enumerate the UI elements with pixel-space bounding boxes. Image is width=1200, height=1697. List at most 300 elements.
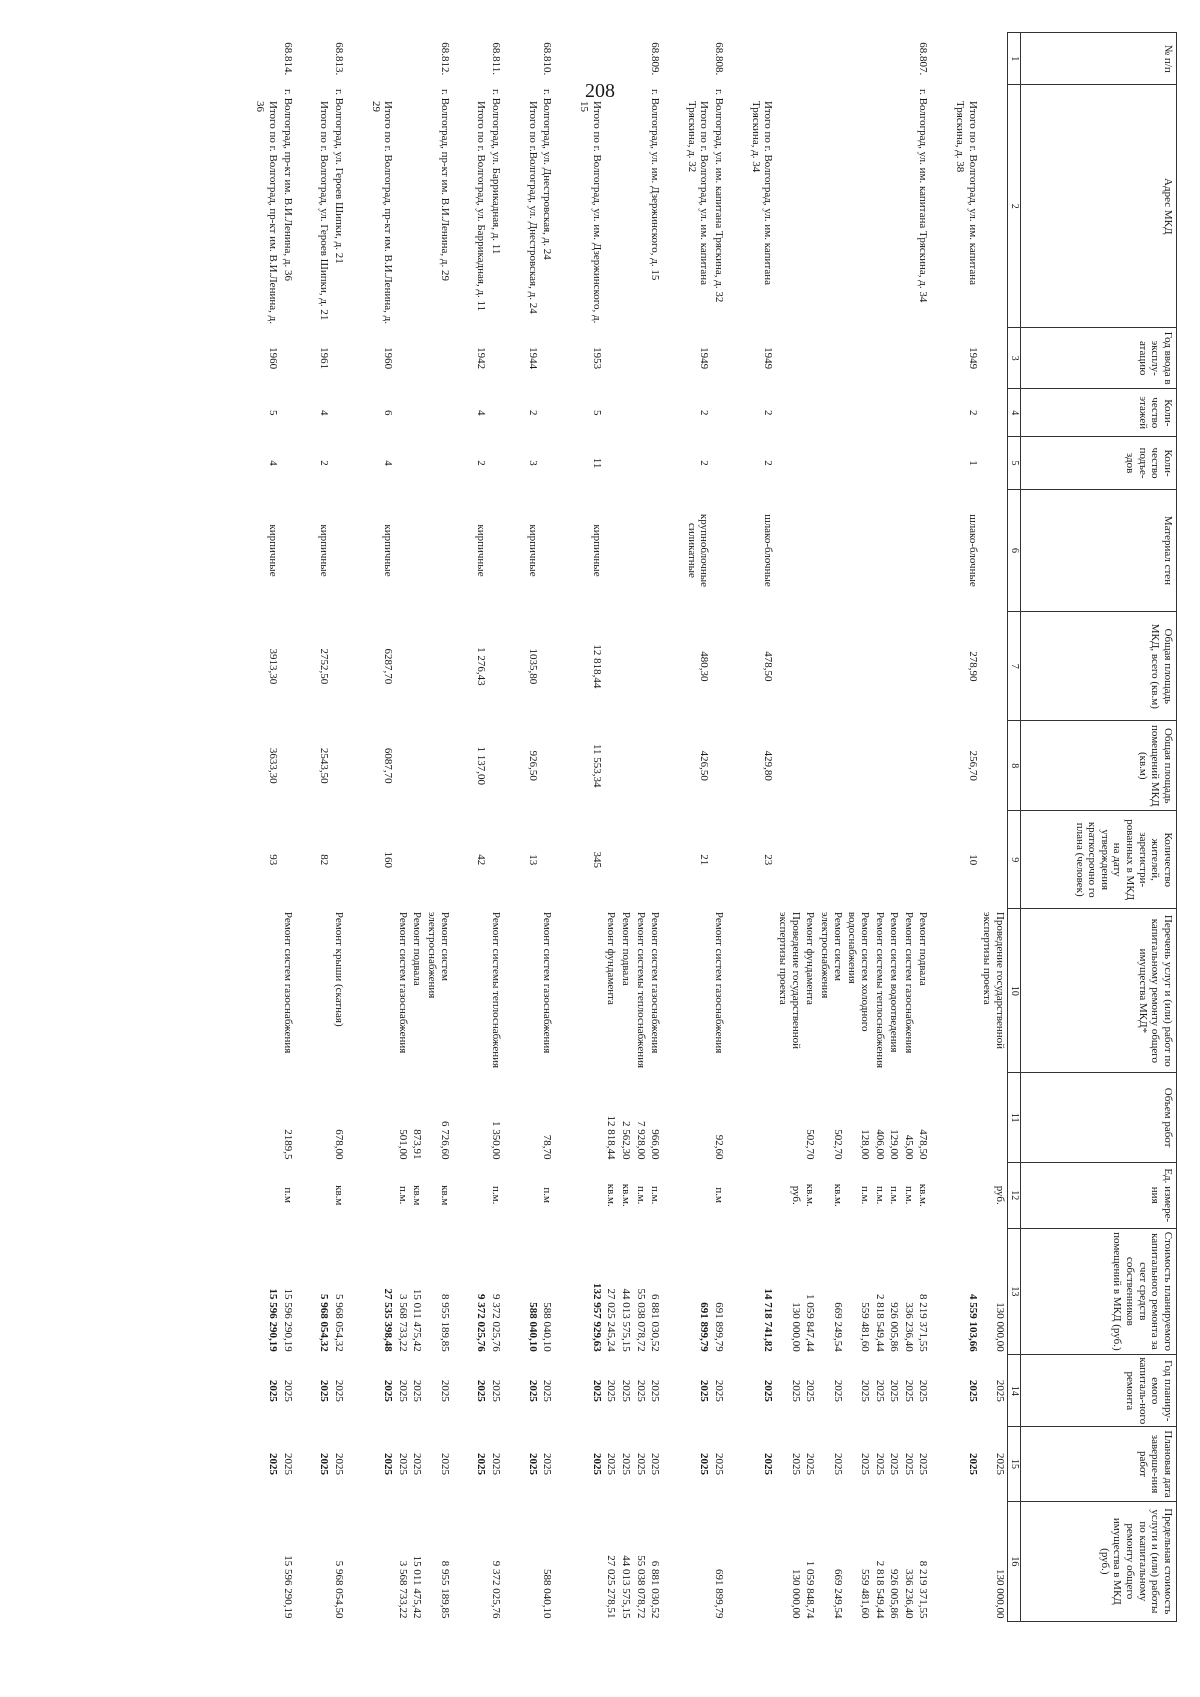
work-volume-cell: 129,00 xyxy=(888,1129,901,1160)
unit-cell: п.м xyxy=(713,1187,726,1204)
year-built-cell xyxy=(901,328,916,389)
planned-cost-cell: 5 968 054,32 xyxy=(332,1294,345,1352)
spacer-cell xyxy=(346,33,357,1622)
entrances-cell: 11 xyxy=(590,457,603,469)
planned-cost-cell: 5 968 054,32 xyxy=(318,1294,331,1352)
premises-area-cell xyxy=(618,721,633,811)
planned-cost-cell: 9 372 025,76 xyxy=(475,1294,488,1352)
planned-cost-cell: 4 559 103,66 xyxy=(966,1294,979,1352)
address-cell: Итого по г. Волгоград, ул. им. капитана Тряскина, д. 38 xyxy=(954,100,979,285)
year-built-cell xyxy=(845,328,872,389)
table-row xyxy=(872,33,887,1622)
completion-date-cell: 2025 xyxy=(762,1453,775,1476)
unit-cell: кв.м. xyxy=(605,1183,618,1207)
row-number-cell xyxy=(576,33,603,85)
address-cell: Итого по г. Волгоград, ул. Баррикадная, д. 11 xyxy=(475,100,488,312)
planned-cost-cell: 15 011 475,42 xyxy=(411,1288,424,1352)
residents-cell: 23 xyxy=(762,854,775,866)
address-cell: Итого по г. Волгоград, пр-кт им. В.И.Ленина, д. 36 xyxy=(254,100,280,324)
header-cell: Материал стен xyxy=(1021,489,1177,611)
completion-date-cell: 2025 xyxy=(541,1453,554,1476)
limit-cost-cell: 130 000,00 xyxy=(789,1569,802,1619)
work-volume-cell xyxy=(525,1073,540,1163)
residents-cell xyxy=(711,811,726,909)
total-row xyxy=(952,33,979,1622)
total-area-cell xyxy=(280,612,295,721)
work-volume-cell: 2 562,30 xyxy=(619,1120,632,1160)
floors-cell xyxy=(901,389,916,437)
limit-cost-cell: 588 040,10 xyxy=(541,1569,554,1619)
work-type-cell: Ремонт системы теплоснабжения xyxy=(490,911,503,1069)
wall-material-cell: кирпичные xyxy=(267,524,280,577)
row-number-cell xyxy=(901,33,916,85)
row-number-cell: 68.808. xyxy=(713,42,726,76)
wall-material-cell xyxy=(604,489,619,611)
unit-cell: кв.м xyxy=(411,1185,424,1206)
row-number-cell xyxy=(633,33,648,85)
premises-area-cell xyxy=(280,721,295,811)
limit-cost-cell xyxy=(368,1501,395,1621)
column-number: 3 xyxy=(1008,328,1021,389)
floors-cell xyxy=(648,389,663,437)
entrances-cell xyxy=(331,437,346,489)
row-number-cell xyxy=(604,33,619,85)
planned-year-cell: 2025 xyxy=(590,1379,603,1402)
planned-year-cell: 2025 xyxy=(605,1379,618,1402)
address-cell: г. Волгоград, пр-кт им. В.И.Ленина, д. 36 xyxy=(281,88,294,281)
limit-cost-cell xyxy=(952,1501,979,1621)
planned-year-cell: 2025 xyxy=(994,1379,1006,1402)
work-volume-cell: 45,00 xyxy=(902,1134,915,1160)
table-row xyxy=(410,33,425,1622)
total-area-cell xyxy=(817,612,844,721)
column-number: 5 xyxy=(1008,437,1021,489)
premises-area-cell xyxy=(410,721,425,811)
premises-area-cell xyxy=(817,721,844,811)
premises-area-cell xyxy=(648,721,663,811)
floors-cell xyxy=(395,389,410,437)
year-built-cell xyxy=(280,328,295,389)
total-area-cell xyxy=(395,612,410,721)
address-cell xyxy=(395,85,410,328)
entrances-cell xyxy=(901,437,916,489)
planned-year-cell: 2025 xyxy=(902,1379,915,1402)
spacer-cell xyxy=(452,33,463,1622)
work-volume-cell xyxy=(980,1073,1008,1163)
limit-cost-cell: 130 000,00 xyxy=(994,1569,1006,1619)
unit-cell xyxy=(253,1162,280,1228)
work-type-cell: Ремонт фундамента xyxy=(605,911,618,1005)
floors-cell xyxy=(410,389,425,437)
column-number: 7 xyxy=(1008,612,1021,721)
page-number: 208 xyxy=(585,80,615,102)
planned-cost-cell: 130 000,00 xyxy=(789,1302,802,1352)
column-number: 1 xyxy=(1008,33,1021,85)
planned-cost-cell: 9 372 025,76 xyxy=(490,1294,503,1352)
unit-cell: кв.м. xyxy=(804,1183,817,1207)
planned-year-cell: 2025 xyxy=(267,1379,280,1402)
completion-date-cell: 2025 xyxy=(396,1453,409,1476)
row-number-cell xyxy=(845,33,872,85)
residents-cell: 160 xyxy=(382,851,395,868)
floors-cell: 6 xyxy=(382,410,395,416)
planned-year-cell: 2025 xyxy=(789,1379,802,1402)
wall-material-cell: шлако-блочные xyxy=(966,514,979,587)
floors-cell xyxy=(803,389,818,437)
work-type-cell: Ремонт систем электроснабжения xyxy=(818,911,844,999)
total-area-cell xyxy=(540,612,555,721)
table-row xyxy=(618,33,633,1622)
unit-cell: кв.м. xyxy=(619,1183,632,1207)
floors-cell xyxy=(916,389,931,437)
wall-material-cell xyxy=(901,489,916,611)
header-row xyxy=(1021,33,1177,1622)
entrances-cell xyxy=(872,437,887,489)
work-type-cell xyxy=(576,909,603,1073)
residents-cell xyxy=(817,811,844,909)
floors-cell xyxy=(980,389,1008,437)
total-area-cell xyxy=(887,612,902,721)
work-type-cell: Ремонт систем электроснабжения xyxy=(426,911,451,999)
floors-cell xyxy=(540,389,555,437)
residents-cell: 345 xyxy=(590,851,603,868)
address-cell: г. Волгоград, ул. Героев Шипки, д. 21 xyxy=(332,88,345,264)
entrances-cell xyxy=(817,437,844,489)
premises-area-cell xyxy=(845,721,872,811)
planned-cost-cell: 669 249,54 xyxy=(831,1302,844,1352)
limit-cost-cell: 2 818 549,44 xyxy=(873,1560,886,1619)
planned-cost-cell: 132 957 929,63 xyxy=(590,1283,603,1352)
wall-material-cell: кирпичные xyxy=(318,524,331,577)
row-number-cell: 68.812. xyxy=(438,42,451,76)
total-area-cell: 1035,80 xyxy=(526,648,539,685)
year-built-cell xyxy=(604,328,619,389)
floors-cell xyxy=(633,389,648,437)
spacer-row xyxy=(242,33,253,1622)
wall-material-cell xyxy=(887,489,902,611)
wall-material-cell xyxy=(540,489,555,611)
limit-cost-cell xyxy=(684,1501,711,1621)
total-area-cell xyxy=(901,612,916,721)
address-cell xyxy=(775,85,802,328)
work-type-cell xyxy=(684,909,711,1073)
work-volume-cell: 873,91 xyxy=(411,1129,424,1160)
address-cell xyxy=(633,85,648,328)
premises-area-cell xyxy=(711,721,726,811)
wall-material-cell xyxy=(488,489,503,611)
entrances-cell xyxy=(633,437,648,489)
completion-date-cell: 2025 xyxy=(994,1453,1006,1476)
planned-year-cell: 2025 xyxy=(762,1379,775,1402)
row-number-cell xyxy=(253,33,280,85)
planned-year-cell: 2025 xyxy=(713,1379,726,1402)
spacer-cell xyxy=(930,33,941,1622)
work-type-cell xyxy=(525,909,540,1073)
table-row xyxy=(331,33,346,1622)
work-type-cell: Ремонт подвала xyxy=(917,911,930,986)
header-cell: Перечень услуг и (или) работ по капитальному ремонту общего имущества МКД* xyxy=(1021,909,1177,1073)
planned-year-cell: 2025 xyxy=(873,1379,886,1402)
residents-cell: 42 xyxy=(475,854,488,866)
year-built-cell xyxy=(425,328,452,389)
limit-cost-cell xyxy=(317,1501,332,1621)
spacer-row xyxy=(357,33,368,1622)
premises-area-cell: 426,50 xyxy=(698,750,711,781)
work-volume-cell xyxy=(474,1073,489,1163)
residents-cell: 21 xyxy=(698,854,711,866)
work-volume-cell xyxy=(684,1073,711,1163)
work-volume-cell: 678,00 xyxy=(332,1129,345,1160)
work-type-cell: Ремонт систем газоснабжения xyxy=(541,911,554,1054)
planned-year-cell: 2025 xyxy=(619,1379,632,1402)
planned-cost-cell: 6 881 030,52 xyxy=(649,1294,662,1352)
entrances-cell xyxy=(775,437,802,489)
address-cell: Итого по г. Волгоград, ул. Героев Шипки, д. 21 xyxy=(318,100,331,321)
table-row xyxy=(280,33,295,1622)
floors-cell: 2 xyxy=(698,410,711,416)
entrances-cell xyxy=(916,437,931,489)
work-volume-cell: 966,00 xyxy=(649,1129,662,1160)
unit-cell xyxy=(317,1162,332,1228)
work-type-cell: Ремонт подвала xyxy=(619,911,632,986)
spacer-cell xyxy=(357,33,368,1622)
limit-cost-cell: 6 881 030,52 xyxy=(649,1560,662,1619)
planned-year-cell: 2025 xyxy=(490,1379,503,1402)
limit-cost-cell: 27 025 278,51 xyxy=(605,1555,618,1619)
row-number-cell xyxy=(817,33,844,85)
unit-cell: кв.м xyxy=(438,1185,451,1206)
planned-cost-cell: 8 219 371,55 xyxy=(917,1294,930,1352)
column-number: 4 xyxy=(1008,389,1021,437)
floors-cell: 2 xyxy=(762,410,775,416)
planned-year-cell: 2025 xyxy=(858,1379,871,1402)
entrances-cell: 3 xyxy=(526,460,539,466)
residents-cell xyxy=(872,811,887,909)
spacer-cell xyxy=(726,33,737,1622)
floors-cell: 5 xyxy=(267,410,280,416)
planned-year-cell: 2025 xyxy=(382,1379,395,1402)
column-number: 2 xyxy=(1008,85,1021,328)
premises-area-cell xyxy=(395,721,410,811)
planned-cost-cell: 336 236,40 xyxy=(902,1302,915,1352)
total-area-cell: 2752,50 xyxy=(318,648,331,685)
completion-date-cell: 2025 xyxy=(281,1453,294,1476)
header-cell: Общая площадь помещений МКД (кв.м) xyxy=(1021,721,1177,811)
work-volume-cell: 2189,5 xyxy=(281,1129,294,1160)
repair-plan-table xyxy=(242,32,1177,1622)
rotated-table-container xyxy=(57,32,1177,1622)
total-row xyxy=(253,33,280,1622)
row-number-cell: 68.813. xyxy=(332,42,345,76)
unit-cell: кв.м. xyxy=(831,1183,844,1207)
column-number: 14 xyxy=(1008,1355,1021,1427)
year-built-cell: 1949 xyxy=(698,347,711,370)
wall-material-cell xyxy=(845,489,872,611)
address-cell xyxy=(980,85,1008,328)
premises-area-cell: 1 137,00 xyxy=(475,746,488,785)
spacer-cell xyxy=(941,33,952,1622)
address-cell xyxy=(618,85,633,328)
entrances-cell xyxy=(887,437,902,489)
address-cell: Итого по г. Волгоград, ул. им. Дзержинского, д. 15 xyxy=(577,100,603,324)
year-built-cell xyxy=(803,328,818,389)
year-built-cell xyxy=(648,328,663,389)
work-type-cell: Ремонт системы теплоснабжения xyxy=(873,911,886,1069)
wall-material-cell xyxy=(331,489,346,611)
unit-cell xyxy=(748,1162,775,1228)
residents-cell xyxy=(633,811,648,909)
spacer-row xyxy=(673,33,684,1622)
address-cell: Итого по г. Волгоград, ул. им. капитана Тряскина, д. 34 xyxy=(749,100,775,285)
address-cell: Итого по г. Волгоград, пр-кт им. В.И.Ленина, д. 29 xyxy=(369,100,395,324)
row-number-cell xyxy=(395,33,410,85)
unit-cell xyxy=(684,1162,711,1228)
total-area-cell: 3913,30 xyxy=(267,648,280,685)
completion-date-cell: 2025 xyxy=(411,1453,424,1476)
wall-material-cell xyxy=(648,489,663,611)
entrances-cell: 2 xyxy=(762,460,775,466)
row-number-cell: 68.810. xyxy=(541,42,554,76)
row-number-cell xyxy=(952,33,979,85)
unit-cell: п.м xyxy=(281,1187,294,1204)
work-type-cell xyxy=(253,909,280,1073)
completion-date-cell: 2025 xyxy=(526,1453,539,1476)
address-cell: г. Волгоград, ул. им. капитана Тряскина, д. 32 xyxy=(713,88,726,303)
address-cell xyxy=(410,85,425,328)
work-type-cell: Ремонт систем газоснабжения xyxy=(902,911,915,1054)
header-cell: Год ввода в эксплу-атацию xyxy=(1021,328,1177,389)
year-built-cell xyxy=(395,328,410,389)
premises-area-cell xyxy=(872,721,887,811)
residents-cell: 82 xyxy=(318,854,331,866)
wall-material-cell: шлако-блочные xyxy=(762,514,775,587)
unit-cell: кв.м xyxy=(332,1185,345,1206)
limit-cost-cell: 15 011 475,42 xyxy=(411,1555,424,1619)
row-number-cell xyxy=(748,33,775,85)
table-row xyxy=(395,33,410,1622)
completion-date-cell: 2025 xyxy=(698,1453,711,1476)
unit-cell: п.м. xyxy=(490,1186,503,1205)
completion-date-cell: 2025 xyxy=(917,1453,930,1476)
work-type-cell xyxy=(474,909,489,1073)
entrances-cell: 4 xyxy=(267,460,280,466)
column-number: 16 xyxy=(1008,1501,1021,1621)
work-volume-cell: 502,70 xyxy=(804,1129,817,1160)
spacer-cell xyxy=(673,33,684,1622)
header-cell: Адрес МКД xyxy=(1021,85,1177,328)
unit-cell: п.м. xyxy=(858,1186,871,1205)
residents-cell xyxy=(845,811,872,909)
column-number: 6 xyxy=(1008,489,1021,611)
spacer-cell xyxy=(565,33,576,1622)
entrances-cell xyxy=(803,437,818,489)
year-built-cell xyxy=(887,328,902,389)
unit-cell: кв.м. xyxy=(917,1183,930,1207)
column-number: 10 xyxy=(1008,909,1021,1073)
planned-year-cell: 2025 xyxy=(318,1379,331,1402)
wall-material-cell xyxy=(280,489,295,611)
year-built-cell: 1960 xyxy=(267,347,280,370)
unit-cell: п.м. xyxy=(649,1186,662,1205)
row-number-cell xyxy=(775,33,802,85)
planned-cost-cell: 14 718 741,82 xyxy=(762,1288,775,1352)
address-cell: Итого по г. Волгоград, ул. им. капитана Тряскина, д. 32 xyxy=(685,100,711,285)
wall-material-cell xyxy=(803,489,818,611)
work-volume-cell: 478,50 xyxy=(917,1129,930,1160)
work-type-cell: Ремонт систем газоснабжения xyxy=(713,911,726,1054)
header-cell: Стоимость планируемого капитального ремонта за счет средств собственников помещений в МКД (руб.) xyxy=(1021,1228,1177,1355)
limit-cost-cell xyxy=(474,1501,489,1621)
residents-cell xyxy=(410,811,425,909)
header-cell: Коли-чество этажей xyxy=(1021,389,1177,437)
address-cell: г. Волгоград, пр-кт им. В.И.Ленина, д. 29 xyxy=(438,88,451,281)
row-number-cell xyxy=(525,33,540,85)
limit-cost-cell: 8 219 371,55 xyxy=(917,1560,930,1619)
planned-cost-cell: 588 040,10 xyxy=(526,1302,539,1352)
row-number-cell xyxy=(980,33,1008,85)
unit-cell xyxy=(474,1162,489,1228)
limit-cost-cell xyxy=(748,1501,775,1621)
row-number-cell xyxy=(410,33,425,85)
year-built-cell xyxy=(410,328,425,389)
total-area-cell xyxy=(410,612,425,721)
spacer-row xyxy=(941,33,952,1622)
year-built-cell xyxy=(633,328,648,389)
premises-area-cell: 11 553,34 xyxy=(590,743,603,788)
unit-cell: п.м. xyxy=(888,1186,901,1205)
work-volume-cell: 406,00 xyxy=(873,1129,886,1160)
entrances-cell xyxy=(648,437,663,489)
work-type-cell: Ремонт систем водоотведения xyxy=(888,911,901,1053)
work-type-cell: Ремонт систем холодного водоснабжения xyxy=(846,911,871,1032)
address-cell: Итого по г.Волгоград, ул. Днестровская, д. 24 xyxy=(526,100,539,314)
address-cell: г. Волгоград, ул. им. Дзержинского, д. 15 xyxy=(649,88,662,281)
planned-year-cell: 2025 xyxy=(831,1379,844,1402)
residents-cell xyxy=(395,811,410,909)
row-number-cell: 68.809. xyxy=(649,42,662,76)
floors-cell: 4 xyxy=(318,410,331,416)
work-volume-cell: 12 818,44 xyxy=(605,1115,618,1160)
spacer-cell xyxy=(662,33,673,1622)
unit-cell: п.м. xyxy=(873,1186,886,1205)
table-row xyxy=(540,33,555,1622)
limit-cost-cell: 9 372 025,76 xyxy=(490,1560,503,1619)
planned-cost-cell: 691 899,79 xyxy=(698,1302,711,1352)
limit-cost-cell: 559 481,60 xyxy=(858,1569,871,1619)
year-built-cell xyxy=(618,328,633,389)
planned-year-cell: 2025 xyxy=(475,1379,488,1402)
planned-cost-cell: 15 596 290,19 xyxy=(267,1288,280,1352)
limit-cost-cell xyxy=(525,1501,540,1621)
limit-cost-cell: 336 236,40 xyxy=(902,1569,915,1619)
residents-cell xyxy=(280,811,295,909)
spacer-row xyxy=(930,33,941,1622)
spacer-row xyxy=(662,33,673,1622)
year-built-cell xyxy=(872,328,887,389)
residents-cell xyxy=(488,811,503,909)
premises-area-cell xyxy=(916,721,931,811)
limit-cost-cell: 55 038 078,72 xyxy=(634,1555,647,1619)
premises-area-cell: 3633,30 xyxy=(267,747,280,784)
planned-year-cell: 2025 xyxy=(917,1379,930,1402)
completion-date-cell: 2025 xyxy=(475,1453,488,1476)
row-number-cell xyxy=(887,33,902,85)
table-row xyxy=(901,33,916,1622)
limit-cost-cell: 926 005,86 xyxy=(888,1569,901,1619)
table-row xyxy=(887,33,902,1622)
total-area-cell xyxy=(872,612,887,721)
unit-cell: руб. xyxy=(994,1185,1006,1205)
